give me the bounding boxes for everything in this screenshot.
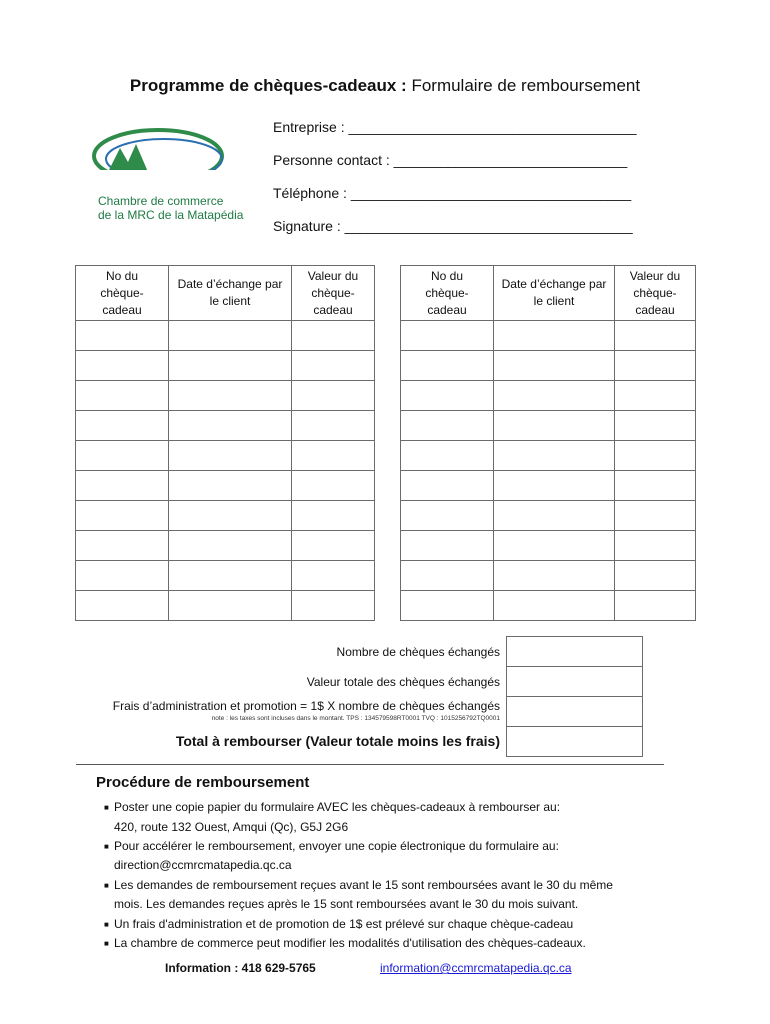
procedure-item: ■ La chambre de commerce peut modifier les modalités d'utilisation des chèques-cadeaux. <box>104 936 586 950</box>
cell-date[interactable] <box>494 411 615 441</box>
table-row <box>401 381 696 411</box>
divider <box>76 764 664 765</box>
procedure-item-cont: 420, route 132 Ouest, Amqui (Qc), G5J 2G6 <box>114 820 349 834</box>
title-bold: Programme de chèques-cadeaux : <box>129 76 407 95</box>
field-signature[interactable] <box>273 218 633 234</box>
cell-no[interactable] <box>76 561 169 591</box>
cell-no[interactable] <box>401 351 494 381</box>
bullet-icon: ■ <box>104 803 109 812</box>
table-row <box>76 381 375 411</box>
info-email-link[interactable]: information@ccmrcmatapedia.qc.ca <box>380 961 572 975</box>
cell-no[interactable] <box>76 321 169 351</box>
label-nombre-cheques: Nombre de chèques échangés <box>336 645 500 659</box>
cell-valeur[interactable] <box>292 351 375 381</box>
cell-no[interactable] <box>401 441 494 471</box>
field-personne-contact[interactable] <box>273 152 627 168</box>
table-body-right <box>401 321 696 621</box>
field-label: Personne contact : <box>273 152 390 168</box>
cell-date[interactable] <box>169 441 292 471</box>
logo-text-line1: Chambre de commerce <box>98 194 224 208</box>
cell-no[interactable] <box>401 321 494 351</box>
cell-valeur[interactable] <box>615 381 696 411</box>
cell-no[interactable] <box>76 531 169 561</box>
table-row <box>76 561 375 591</box>
cell-date[interactable] <box>169 591 292 621</box>
field-label: Signature : <box>273 218 341 234</box>
field-line: _____________________________________ <box>348 119 637 135</box>
cheque-table-left <box>75 265 375 621</box>
field-label: Téléphone : <box>273 185 347 201</box>
field-telephone[interactable] <box>273 185 631 201</box>
cell-date[interactable] <box>494 381 615 411</box>
cell-no[interactable] <box>76 591 169 621</box>
cell-no[interactable] <box>76 441 169 471</box>
cell-valeur[interactable] <box>615 591 696 621</box>
cell-date[interactable] <box>169 561 292 591</box>
table-row <box>401 441 696 471</box>
cell-valeur[interactable] <box>292 471 375 501</box>
cheque-table-right <box>400 265 696 621</box>
cell-valeur[interactable] <box>292 591 375 621</box>
note-taxes: note : les taxes sont incluses dans le montant. TPS : 134579598RT0001 TVQ : 1015256792TQ0001 <box>211 715 500 722</box>
bullet-icon: ■ <box>104 939 109 948</box>
cell-no[interactable] <box>401 471 494 501</box>
cell-no[interactable] <box>401 561 494 591</box>
cell-date[interactable] <box>494 591 615 621</box>
header-no-cheque: No du chèque- cadeau <box>76 266 169 321</box>
box-total-rembourser[interactable] <box>507 727 643 757</box>
header-date-echange: Date d’échange par le client <box>494 266 615 321</box>
label-total-rembourser: Total à rembourser (Valeur totale moins les frais) <box>175 733 500 749</box>
table-row <box>76 411 375 441</box>
procedure-email: direction@ccmrcmatapedia.qc.ca <box>114 858 292 872</box>
table-row <box>401 471 696 501</box>
procedure-item-cont: mois. Les demandes reçues après le 15 sont remboursées avant le 30 du mois suivant. <box>114 897 579 911</box>
info-phone: Information : 418 629-5765 <box>165 961 316 975</box>
procedure-item: ■ Pour accélérer le remboursement, envoyer une copie électronique du formulaire au: <box>104 839 559 853</box>
label-valeur-totale: Valeur totale des chèques échangés <box>306 675 500 689</box>
cell-date[interactable] <box>169 501 292 531</box>
field-line: ______________________________ <box>393 152 628 168</box>
cell-no[interactable] <box>401 591 494 621</box>
cell-no[interactable] <box>401 531 494 561</box>
table-row <box>401 321 696 351</box>
cell-date[interactable] <box>169 321 292 351</box>
summary-boxes <box>506 636 643 757</box>
bullet-icon: ■ <box>104 842 109 851</box>
cell-valeur[interactable] <box>292 501 375 531</box>
table-row <box>401 531 696 561</box>
cell-no[interactable] <box>76 381 169 411</box>
field-entreprise[interactable] <box>273 119 637 135</box>
cell-date[interactable] <box>494 531 615 561</box>
bullet-icon: ■ <box>104 920 109 929</box>
table-row <box>76 591 375 621</box>
cell-date[interactable] <box>494 561 615 591</box>
cell-date[interactable] <box>494 471 615 501</box>
bullet-icon: ■ <box>104 881 109 890</box>
cell-valeur[interactable] <box>292 411 375 441</box>
cell-valeur[interactable] <box>615 411 696 441</box>
cell-date[interactable] <box>494 321 615 351</box>
table-row <box>76 441 375 471</box>
table-row <box>76 351 375 381</box>
cell-no[interactable] <box>401 381 494 411</box>
box-frais-admin[interactable] <box>507 697 643 727</box>
procedure-title: Procédure de remboursement <box>96 774 310 791</box>
field-line: ____________________________________ <box>350 185 632 201</box>
table-row <box>401 411 696 441</box>
table-row <box>76 531 375 561</box>
header-no-cheque: No du chèque- cadeau <box>401 266 494 321</box>
header-date-echange: Date d’échange par le client <box>169 266 292 321</box>
cell-valeur[interactable] <box>615 471 696 501</box>
table-row <box>401 501 696 531</box>
cell-date[interactable] <box>169 471 292 501</box>
cell-valeur[interactable] <box>615 531 696 561</box>
title-normal: Formulaire de remboursement <box>406 76 641 95</box>
cell-date[interactable] <box>494 351 615 381</box>
table-row <box>401 561 696 591</box>
cell-valeur[interactable] <box>292 561 375 591</box>
cell-no[interactable] <box>401 411 494 441</box>
cell-date[interactable] <box>169 531 292 561</box>
cell-date[interactable] <box>494 501 615 531</box>
cell-valeur[interactable] <box>615 501 696 531</box>
table-row <box>76 321 375 351</box>
label-frais-admin: Frais d’administration et promotion = 1$ X nombre de chèques échangés <box>112 699 500 713</box>
cell-no[interactable] <box>76 411 169 441</box>
cell-valeur[interactable] <box>292 321 375 351</box>
cell-no[interactable] <box>401 501 494 531</box>
logo-text-line2: de la MRC de la Matapédia <box>98 208 244 222</box>
cell-valeur[interactable] <box>615 441 696 471</box>
field-label: Entreprise : <box>273 119 345 135</box>
box-nombre-cheques[interactable] <box>507 637 643 667</box>
table-row <box>76 471 375 501</box>
table-body-left <box>76 321 375 621</box>
table-row <box>401 591 696 621</box>
cell-valeur[interactable] <box>615 561 696 591</box>
page-title <box>0 76 770 96</box>
field-line: _____________________________________ <box>344 218 633 234</box>
cell-valeur[interactable] <box>615 351 696 381</box>
cell-valeur[interactable] <box>615 321 696 351</box>
header-valeur: Valeur du chèque- cadeau <box>292 266 375 321</box>
procedure-item: ■ Un frais d'administration et de promotion de 1$ est prélevé sur chaque chèque-cadeau <box>104 917 574 931</box>
cell-date[interactable] <box>169 381 292 411</box>
cell-no[interactable] <box>76 351 169 381</box>
table-row <box>76 501 375 531</box>
cell-valeur[interactable] <box>292 441 375 471</box>
cell-date[interactable] <box>169 411 292 441</box>
table-row <box>401 351 696 381</box>
cell-valeur[interactable] <box>292 381 375 411</box>
procedure-item: ■ Les demandes de remboursement reçues avant le 15 sont remboursées avant le 30 du même <box>104 878 613 892</box>
cell-no[interactable] <box>76 471 169 501</box>
procedure-item: ■ Poster une copie papier du formulaire AVEC les chèques-cadeaux à rembourser au: <box>104 800 561 814</box>
header-valeur: Valeur du chèque- cadeau <box>615 266 696 321</box>
cell-no[interactable] <box>76 501 169 531</box>
cell-date[interactable] <box>494 441 615 471</box>
box-valeur-totale[interactable] <box>507 667 643 697</box>
cell-date[interactable] <box>169 351 292 381</box>
cell-valeur[interactable] <box>292 531 375 561</box>
